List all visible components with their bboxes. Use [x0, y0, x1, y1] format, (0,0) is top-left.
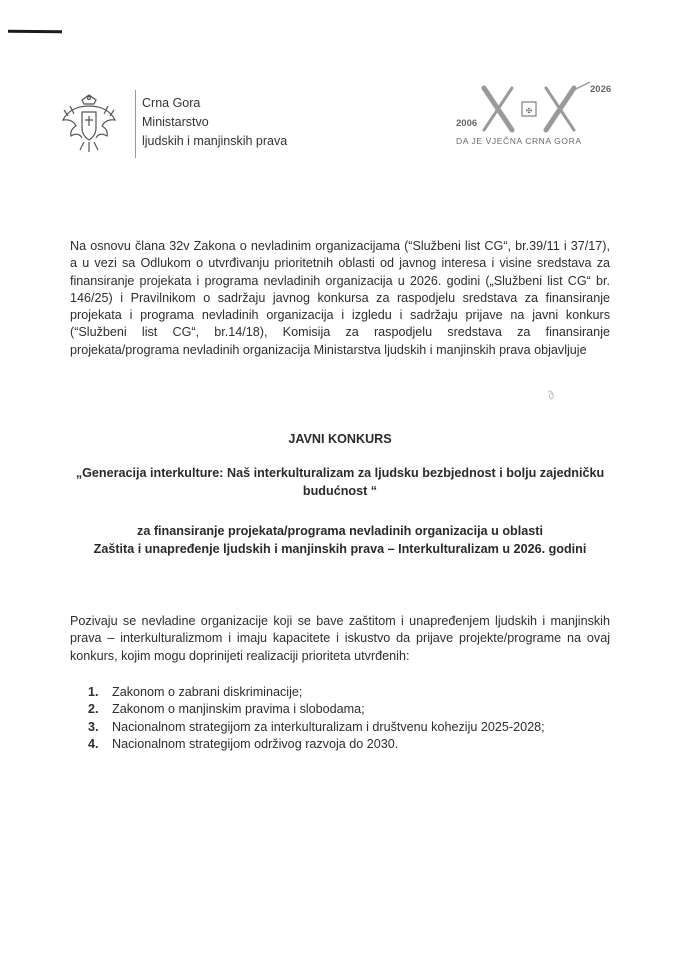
list-item	[88, 719, 608, 736]
ministry-line: ljudskih i manjinskih prava	[142, 134, 288, 148]
list-item-number: 3.	[88, 719, 99, 734]
competition-scope-line: za finansiranje projekata/programa nevladinih organizacija u oblasti	[137, 524, 543, 538]
ministry-line: Ministarstvo	[142, 115, 209, 129]
ministry-name	[142, 94, 287, 151]
list-item	[88, 701, 608, 718]
year-start: 2006	[456, 118, 478, 129]
header-divider	[135, 90, 136, 158]
priority-list	[88, 684, 608, 753]
svg-text:✠: ✠	[526, 107, 532, 115]
list-item-number: 2.	[88, 702, 99, 717]
intro-paragraph: Na osnovu člana 32v Zakona o nevladinim organizacijama (“Službeni list CG“, br.39/11 i 37/17), a u vezi sa Odlukom o utvrđivanju prioritetnih oblasti od javnog interesa i visine sredstava za finansiranje projekata i programa nevladinih organizacija u 2026. godini („Službeni list CG“ br. 146/25) i Pravilnikom o sadržaju javnog konkursa za raspodjelu sredstava za finansiranje projekata i programa nevladinih organizacija i izgledu i sadržaju prijave na javni konkurs (“Službeni list CG“, br.14/18), Komisija za raspodjelu sredstava za finansiranje projekata/programa nevladinih organizacija Ministarstva ljudskih i manjinskih prava objavljuje	[70, 239, 610, 357]
scan-mark	[8, 30, 62, 34]
document-title: JAVNI KONKURS	[288, 432, 392, 446]
competition-scope-line: Zaštita i unapređenje ljudskih i manjinskih prava – Interkulturalizam u 2026. godini	[93, 541, 587, 556]
list-item-text: Nacionalnom strategijom održivog razvoja do 2030.	[112, 736, 399, 751]
list-item-text: Zakonom o zabrani diskriminacije;	[112, 685, 303, 699]
year-end: 2026	[590, 84, 612, 95]
letterhead	[60, 84, 620, 170]
list-item	[88, 736, 608, 753]
ink-smudge-icon: ∂	[544, 387, 558, 403]
list-item-text: Zakonom o manjinskim pravima i slobodama;	[112, 702, 365, 717]
logo-tagline: DA JE VJEČNA CRNA GORA	[456, 136, 582, 146]
list-item	[88, 684, 608, 701]
list-item-number: 1.	[88, 685, 99, 699]
invitation-paragraph: Pozivaju se nevladine organizacije koji se bave zaštitom i unapređenjem ljudskih i manjinskih prava – interkulturalizmom i imaju kapacitete i iskustvo da prijave projekte/programe na ovaj konkurs, kojim mogu doprinijeti realizaciji prioriteta utvrđenih:	[70, 614, 610, 663]
list-item-text: Nacionalnom strategijom za interkulturalizam i društvenu koheziju 2025-2028;	[112, 719, 545, 734]
coat-of-arms-icon	[60, 92, 118, 156]
competition-scope	[70, 523, 610, 558]
competition-name: „Generacija interkulture: Naš interkulturalizam za ljudsku bezbjednost i bolju zajedničku budućnost “	[75, 466, 605, 498]
ministry-line: Crna Gora	[142, 96, 201, 110]
list-item-number: 4.	[88, 736, 99, 751]
